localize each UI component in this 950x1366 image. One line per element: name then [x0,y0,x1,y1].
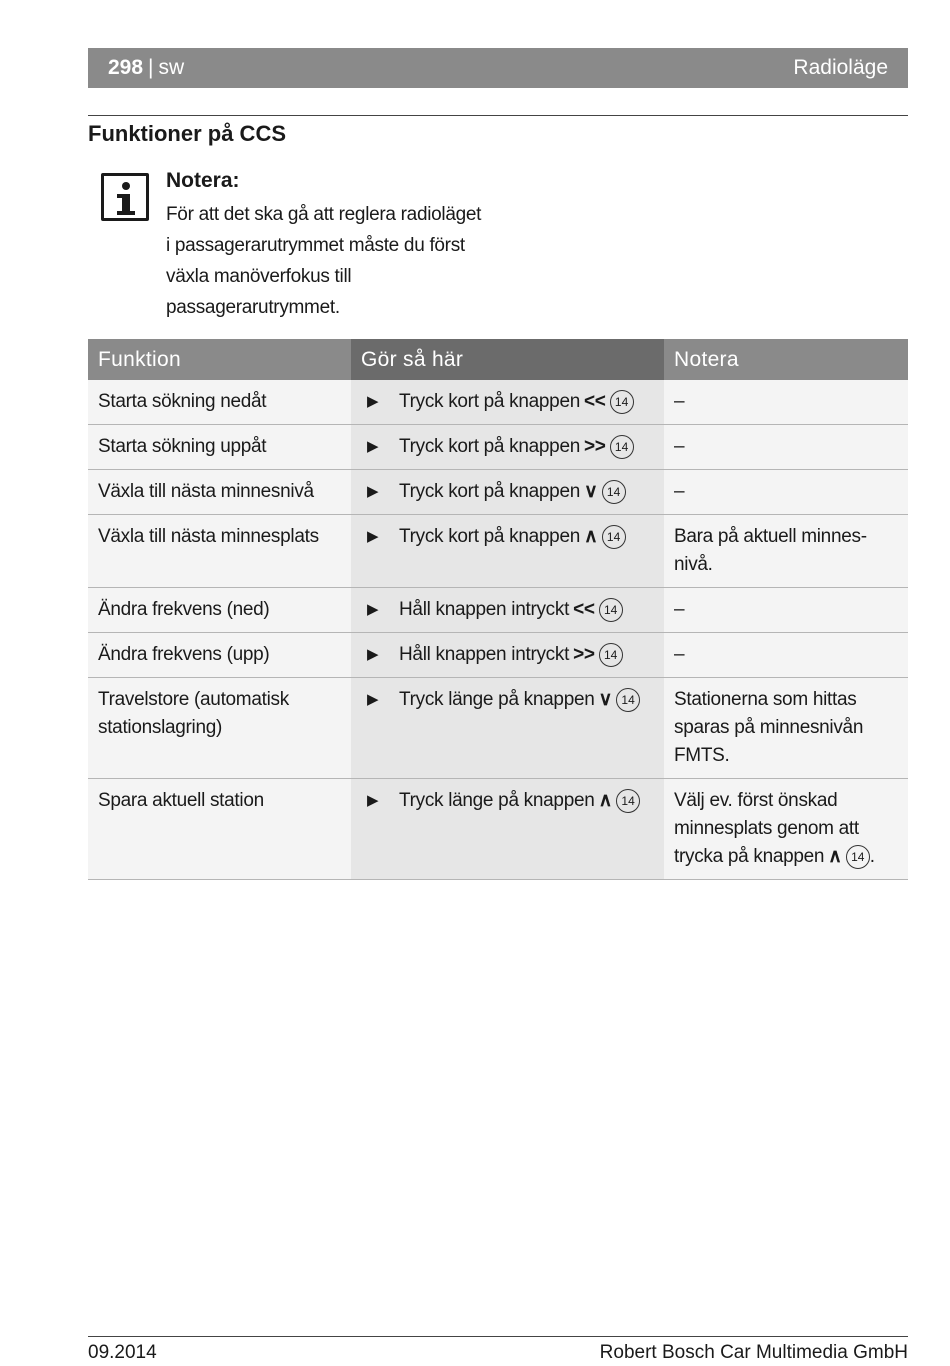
triangle-right-icon: ▶ [367,792,379,809]
ref-number: 14 [599,643,623,667]
table-row [88,779,908,880]
triangle-right-icon: ▶ [367,601,379,618]
table-row [88,380,908,425]
action-cell [351,678,664,779]
function-cell: Växla till nästa minnesplats [88,515,351,588]
header-funktion: Funktion [88,339,351,380]
header-notera: Notera [664,339,908,380]
table-row [88,425,908,470]
triangle-right-icon: ▶ [367,528,379,545]
note-cell [664,425,908,470]
table-row [88,588,908,633]
ref-number: 14 [602,480,626,504]
note-cell-text: Välj ev. först önskad minnesplats genom att trycka på knappen [674,790,859,867]
ref-number: 14 [616,789,640,813]
note-button-symbol: ∧ [828,846,842,867]
ref-number: 14 [610,390,634,414]
note-cell [664,633,908,678]
triangle-right-icon: ▶ [367,393,379,410]
header-gor-sa-har: Gör så här [351,339,664,380]
action-text: Tryck kort på knappen [399,481,580,502]
button-symbol: >> [573,644,595,665]
action-text: Tryck länge på knappen [399,790,595,811]
triangle-right-icon: ▶ [367,483,379,500]
page-header [88,48,908,88]
action-cell [351,588,664,633]
ref-number: 14 [599,598,623,622]
ref-number: 14 [616,688,640,712]
function-cell: Växla till nästa minnesnivå [88,470,351,515]
info-icon [101,173,149,221]
header-left [108,56,184,80]
note-cell [664,380,908,425]
ref-number: 14 [602,525,626,549]
section-name: Radioläge [793,56,888,79]
button-symbol: >> [583,436,606,457]
button-symbol: ∧ [583,526,598,547]
triangle-right-icon: ▶ [367,646,379,663]
triangle-right-icon: ▶ [367,438,379,455]
action-cell [351,470,664,515]
language-code: sw [158,56,185,79]
button-symbol: << [583,391,606,412]
table-row [88,678,908,779]
table-header-row [88,339,908,380]
note-title: Notera: [166,169,240,192]
note-text: För att det ska gå att reglera radioläget i passagerarutrymmet måste du först växla manöverfokus till passagerarutrymmet. [166,204,482,318]
note-cell-text: Bara på aktuell minnesnivå. [674,526,868,575]
function-cell: Travelstore (automatisk stationslagring) [88,678,351,779]
note-cell [664,470,908,515]
note-cell [664,515,908,588]
table-row [88,633,908,678]
action-cell [351,515,664,588]
note-cell-text: – [674,481,685,502]
button-symbol: ∨ [598,689,613,710]
note-cell-text: – [674,436,685,457]
action-text: Tryck länge på knappen [399,689,595,710]
action-text: Tryck kort på knappen [399,391,580,412]
action-text: Tryck kort på knappen [399,526,580,547]
note-cell-text: Stationerna som hittas sparas på minnesnivån FMTS. [674,689,864,766]
button-symbol: << [573,599,595,620]
ref-number: 14 [610,435,634,459]
table-row [88,470,908,515]
note-cell-text: – [674,391,685,412]
button-symbol: ∧ [598,790,613,811]
note-ref-number: 14 [846,845,870,869]
note-cell-text: – [674,599,685,620]
triangle-right-icon: ▶ [367,691,379,708]
note-cell [664,588,908,633]
footer-company: Robert Bosch Car Multimedia GmbH [599,1342,908,1363]
function-cell: Ändra frekvens (upp) [88,633,351,678]
action-text: Tryck kort på knappen [399,436,580,457]
action-text: Håll knappen intryckt [399,644,570,665]
table-row [88,515,908,588]
top-divider [88,115,908,116]
action-cell [351,380,664,425]
function-cell: Ändra frekvens (ned) [88,588,351,633]
action-cell [351,425,664,470]
action-cell [351,633,664,678]
note-cell [664,779,908,880]
header-separator: | [148,56,154,79]
note-cell [664,678,908,779]
footer-date: 09.2014 [88,1342,157,1363]
function-table [88,339,908,880]
button-symbol: ∨ [583,481,598,502]
section-title: Funktioner på CCS [88,121,287,146]
note-end: . [869,846,875,867]
action-text: Håll knappen intryckt [399,599,570,620]
function-cell: Spara aktuell station [88,779,351,880]
bottom-divider [88,1336,908,1337]
function-cell: Starta sökning nedåt [88,380,351,425]
action-cell [351,779,664,880]
page-number: 298 [108,56,144,79]
function-cell: Starta sökning uppåt [88,425,351,470]
note-cell-text: – [674,644,685,665]
